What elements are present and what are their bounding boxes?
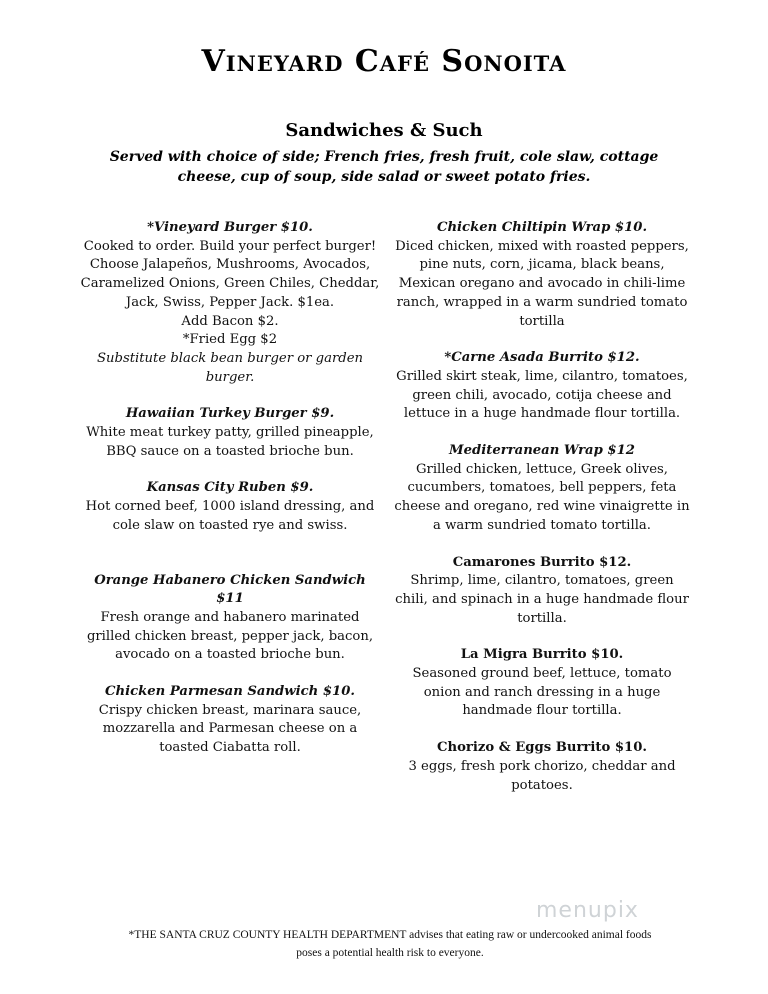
section-subtitle: Served with choice of side; French fries, fresh fruit, cole slaw, cottage cheese, cup of soup, side salad or sweet potato fries.: [109, 149, 659, 185]
health-disclaimer: [90, 926, 690, 962]
menu-item-description: Grilled chicken, lettuce, Greek olives, cucumbers, tomatoes, bell peppers, feta cheese and oregano, red wine vinaigrette in a warm sundried tomato tortilla.: [394, 461, 690, 533]
menu-item: [80, 479, 380, 535]
menu-item-name: Chicken Parmesan Sandwich $10.: [105, 684, 355, 700]
left-menu-column: [80, 219, 380, 758]
menu-item-name: Kansas City Ruben $9.: [146, 480, 314, 496]
menu-item-note: Substitute black bean burger or garden burger.: [97, 350, 363, 385]
menu-item: [392, 349, 692, 424]
menu-item-extra: *Fried Egg $2: [182, 332, 278, 348]
menu-item-name: Chicken Chiltipin Wrap $10.: [436, 220, 648, 235]
menu-item-name: *Vineyard Burger $10.: [147, 220, 313, 235]
section-title: Sandwiches & Such: [285, 120, 483, 141]
menu-item-name: Orange Habanero Chicken Sandwich $11: [94, 572, 366, 607]
restaurant-title: Vineyard Café Sonoita: [201, 44, 567, 79]
menu-item: [80, 219, 380, 387]
menu-item-description: White meat turkey patty, grilled pineapple, BBQ sauce on a toasted brioche bun.: [86, 425, 374, 459]
disclaimer-line: poses a potential health risk to everyone.: [296, 947, 484, 959]
menu-item-description: Diced chicken, mixed with roasted peppers, pine nuts, corn, jicama, black beans, Mexican oregano and avocado in chili-lime ranch, wrapped in a warm sundried tomato tortilla: [395, 238, 689, 329]
menu-item-name: Chorizo & Eggs Burrito $10.: [437, 740, 647, 756]
menu-item-description: Seasoned ground beef, lettuce, tomato onion and ranch dressing in a huge handmade flour tortilla.: [412, 666, 672, 719]
right-menu-column: [392, 219, 692, 795]
menu-item-name: Camarones Burrito $12.: [452, 554, 632, 570]
menu-item: [80, 405, 380, 461]
menu-item-description: Hot corned beef, 1000 island dressing, and cole slaw on toasted rye and swiss.: [85, 499, 375, 533]
menu-item: [392, 646, 692, 721]
menu-item: [392, 442, 692, 536]
menu-item-name: Mediterranean Wrap $12: [449, 443, 635, 459]
menu-item: [392, 739, 692, 795]
menu-item: [80, 683, 380, 758]
menu-item-description: Grilled skirt steak, lime, cilantro, tomatoes, green chili, avocado, cotija cheese and lettuce in a huge handmade flour tortilla.: [396, 368, 688, 422]
menu-item: [80, 572, 380, 666]
menu-item-description: Cooked to order. Build your perfect burger! Choose Jalapeños, Mushrooms, Avocados, Caramelized Onions, Green Chiles, Cheddar, Jack, Swiss, Pepper Jack. $1ea.: [80, 238, 380, 310]
menu-item-extra: Add Bacon $2.: [181, 313, 279, 329]
menu-item: [392, 219, 692, 331]
menu-item: [392, 554, 692, 629]
menu-item-description: Crispy chicken breast, marinara sauce, mozzarella and Parmesan cheese on a toasted Ciabatta roll.: [98, 702, 362, 756]
menu-item-name: Hawaiian Turkey Burger $9.: [125, 406, 335, 422]
menu-item-description: 3 eggs, fresh pork chorizo, cheddar and potatoes.: [408, 758, 676, 793]
menu-item-description: Shrimp, lime, cilantro, tomatoes, green chili, and spinach in a huge handmade flour tortilla.: [395, 573, 689, 626]
menu-item-name: La Migra Burrito $10.: [460, 647, 624, 663]
menu-item-name: *Carne Asada Burrito $12.: [444, 350, 640, 366]
watermark-logo: menupix: [536, 898, 639, 923]
menu-item-description: Fresh orange and habanero marinated grilled chicken breast, pepper jack, bacon, avocado on a toasted brioche bun.: [86, 609, 374, 663]
disclaimer-line: *THE SANTA CRUZ COUNTY HEALTH DEPARTMENT advises that eating raw or undercooked animal foods: [128, 929, 652, 941]
